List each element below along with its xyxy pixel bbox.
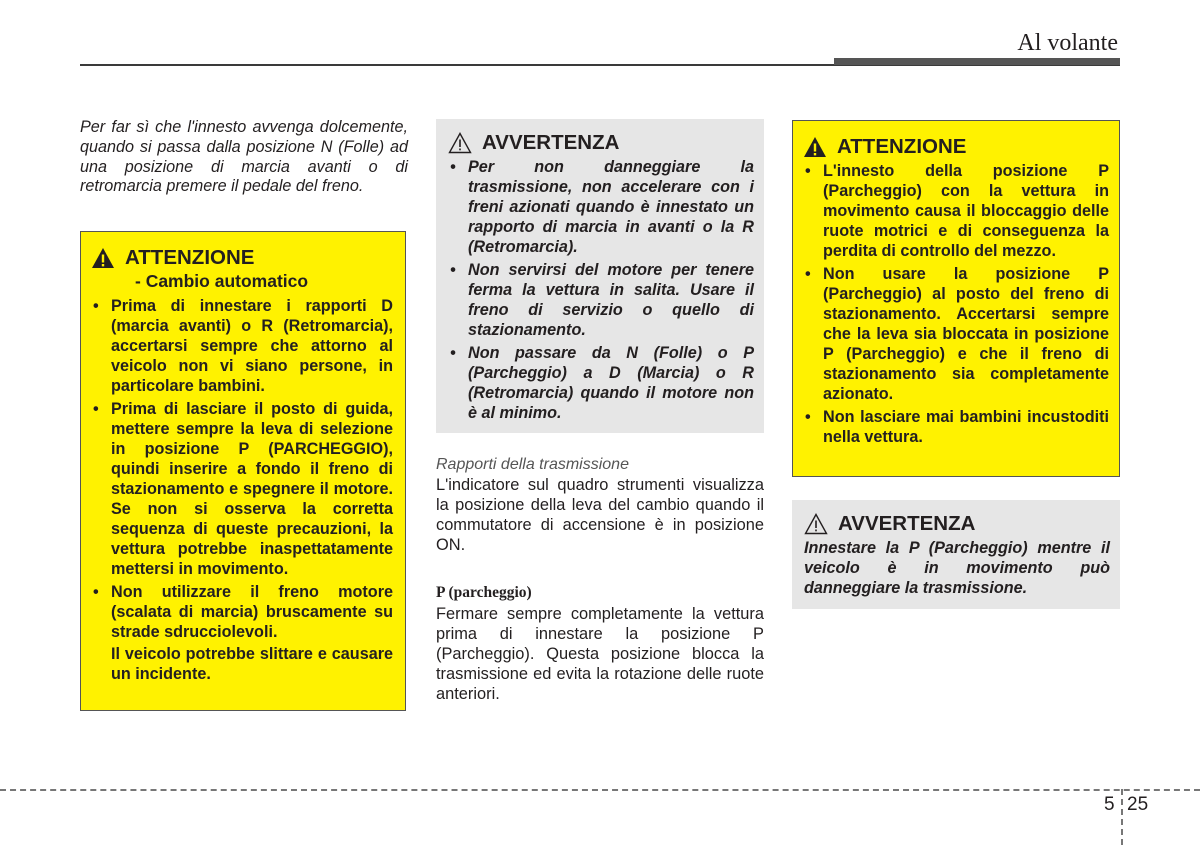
footer-rule	[0, 789, 1200, 791]
list-item: • Non utilizzare il freno motore (scalata di marcia) bruscamente su strade sdrucciolevoli.	[91, 582, 393, 642]
warning-outline-icon	[448, 132, 472, 154]
avvertenza-text-right: Innestare la P (Parcheggio) mentre il veicolo è in movimento può danneggiare la trasmissione.	[804, 539, 1110, 597]
chapter-number: 5	[1104, 794, 1115, 815]
attenzione-box-left	[80, 231, 406, 711]
intro-paragraph: Per far sì che l'innesto avvenga dolcemente, quando si passa dalla posizione N (Folle) ad una posizione di marcia avanti o di retromarcia premere il pedale del freno.	[80, 118, 408, 196]
page-header-title: Al volante	[1017, 30, 1118, 56]
attenzione-title-text: ATTENZIONE	[125, 246, 255, 269]
warning-filled-icon	[803, 136, 827, 158]
avvertenza-title-text: AVVERTENZA	[482, 131, 620, 154]
list-item: • Non servirsi del motore per tenere ferma la vettura in salita. Usare il freno di servizio o quello di stazionamento.	[448, 260, 754, 340]
list-item: • Prima di innestare i rapporti D (marcia avanti) o R (Retromarcia), accertarsi sempre che attorno al veicolo non vi siano persone, in particolare bambini.	[91, 296, 393, 396]
warning-filled-icon	[91, 247, 115, 269]
rapporti-section	[436, 455, 764, 555]
list-item: • Prima di lasciare il posto di guida, mettere sempre la leva di selezione in posizione P (PARCHEGGIO), quindi inserire a fondo il freno di stazionamento e spegnere il motore. Se non si osserva la corretta sequenza di queste precauzioni, la vettura potrebbe inaspettatamente mettersi in movimento.	[91, 399, 393, 579]
parcheggio-text: Fermare sempre completamente la vettura prima di innestare la posizione P (Parcheggio). Questa posizione blocca la trasmissione ed evita la rotazione delle ruote anteriori.	[436, 605, 764, 703]
rapporti-heading: Rapporti della trasmissione	[436, 456, 629, 473]
parcheggio-heading: P (parcheggio)	[436, 584, 532, 601]
page-number: 25	[1127, 794, 1149, 815]
warning-outline-icon	[804, 513, 828, 535]
attenzione-subtitle: - Cambio automatico	[135, 271, 309, 291]
attenzione-title-right	[803, 135, 1109, 159]
list-item: • Non passare da N (Folle) o P (Parcheggio) a D (Marcia) o R (Retromarcia) quando il motore non è al minimo.	[448, 343, 754, 423]
attenzione-list-right	[803, 161, 1109, 447]
avvertenza-list-middle	[448, 157, 754, 423]
list-item: • Per non danneggiare la trasmissione, non accelerare con i freni azionati quando è innestato un rapporto di marcia in avanti o la R (Retromarcia).	[448, 157, 754, 257]
attenzione-list-left	[91, 296, 393, 642]
list-item: • Non usare la posizione P (Parcheggio) al posto del freno di stazionamento. Accertarsi sempre che la leva sia bloccata in posizione P (Parcheggio) e che il freno di stazionamento sia completamente azionato.	[803, 264, 1109, 404]
avvertenza-box-right	[792, 500, 1120, 609]
avvertenza-box-middle	[436, 119, 764, 433]
attenzione-title-text: ATTENZIONE	[837, 135, 967, 158]
attenzione-box-right	[792, 120, 1120, 477]
header-rule-accent	[834, 58, 1120, 65]
avvertenza-title-middle	[448, 131, 754, 155]
avvertenza-title-right	[804, 512, 1110, 536]
attenzione-title-left	[91, 246, 393, 270]
avvertenza-title-text: AVVERTENZA	[838, 512, 976, 535]
parcheggio-section	[436, 583, 764, 704]
list-item: • Non lasciare mai bambini incustoditi nella vettura.	[803, 407, 1109, 447]
attenzione-continuation: Il veicolo potrebbe slittare e causare un incidente.	[111, 645, 393, 683]
footer-separator	[1121, 789, 1123, 845]
list-item: • L'innesto della posizione P (Parcheggio) con la vettura in movimento causa il bloccaggio delle ruote motrici e di conseguenza la perdita di controllo del mezzo.	[803, 161, 1109, 261]
rapporti-text: L'indicatore sul quadro strumenti visualizza la posizione della leva del cambio quando il commutatore di accensione è in posizione ON.	[436, 476, 764, 554]
